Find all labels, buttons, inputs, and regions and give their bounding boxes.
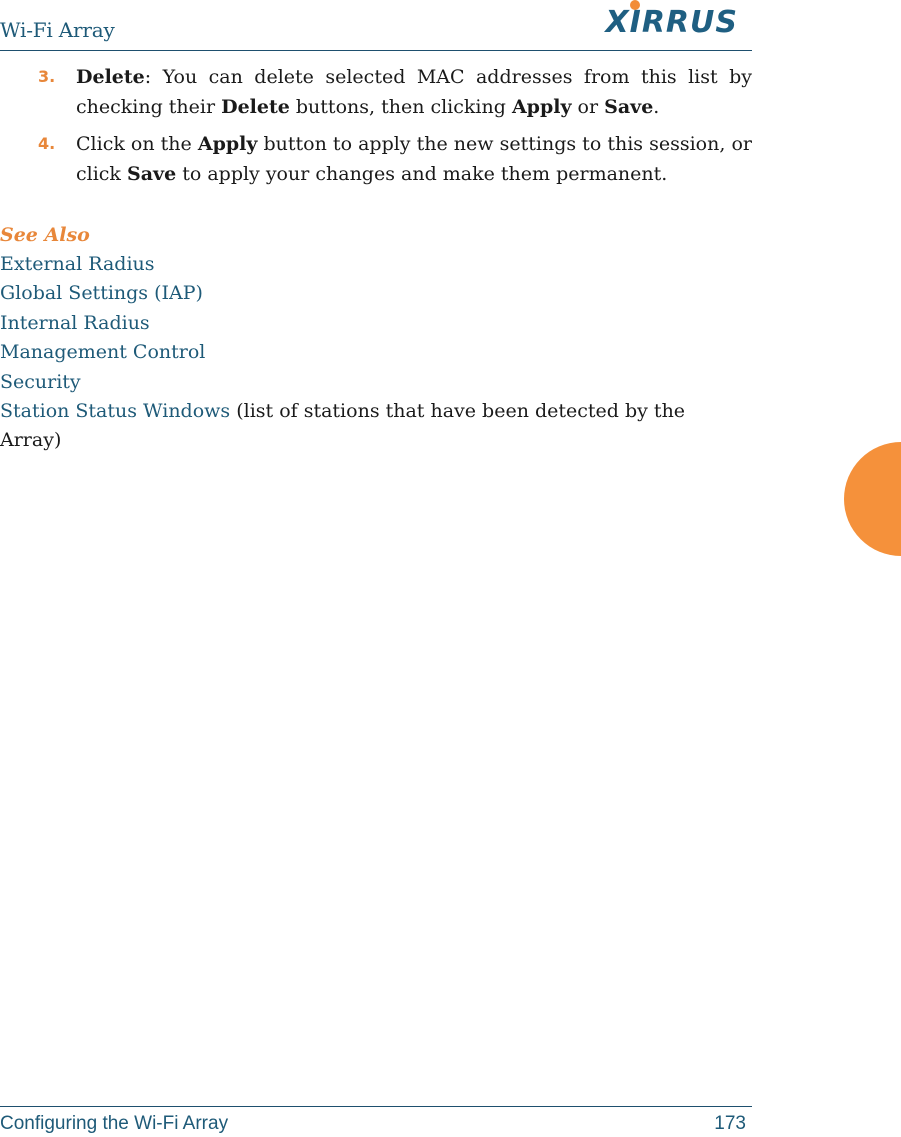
link-external-radius[interactable]: External Radius (0, 253, 155, 275)
steps-list (0, 62, 752, 196)
link-management-control[interactable]: Management Control (0, 341, 206, 364)
header-title: Wi-Fi Array (0, 18, 115, 42)
see-also-heading: See Also (0, 224, 90, 246)
link-station-status-windows[interactable]: Station Status Windows (list of stations that have been detected by the Array) (0, 400, 686, 452)
step-item (0, 62, 752, 122)
step-number: 3. (38, 67, 56, 86)
footer-section-title: Configuring the Wi-Fi Array (0, 1113, 229, 1134)
step-item (0, 129, 752, 189)
step-text: Delete: You can delete selected MAC addresses from this list by checking their Delete buttons, then clicking Apply or Save. (76, 66, 752, 118)
page-footer (0, 1106, 752, 1137)
link-internal-radius[interactable]: Internal Radius (0, 311, 150, 334)
page-header (0, 0, 752, 51)
link-security[interactable]: Security (0, 370, 81, 393)
step-number: 4. (38, 134, 56, 153)
chapter-tab-marker (844, 442, 901, 556)
link-note: (list of stations that have been detected by the Array) (0, 400, 686, 452)
link-global-settings-iap[interactable]: Global Settings (IAP) (0, 282, 203, 305)
page-number: 173 (714, 1113, 746, 1134)
step-text: Click on the Apply button to apply the new settings to this session, or click Save to apply your changes and make them permanent. (76, 133, 752, 185)
see-also-section (0, 220, 752, 456)
logo-text: XIRRUS (605, 5, 738, 40)
xirrus-logo (596, 0, 746, 42)
